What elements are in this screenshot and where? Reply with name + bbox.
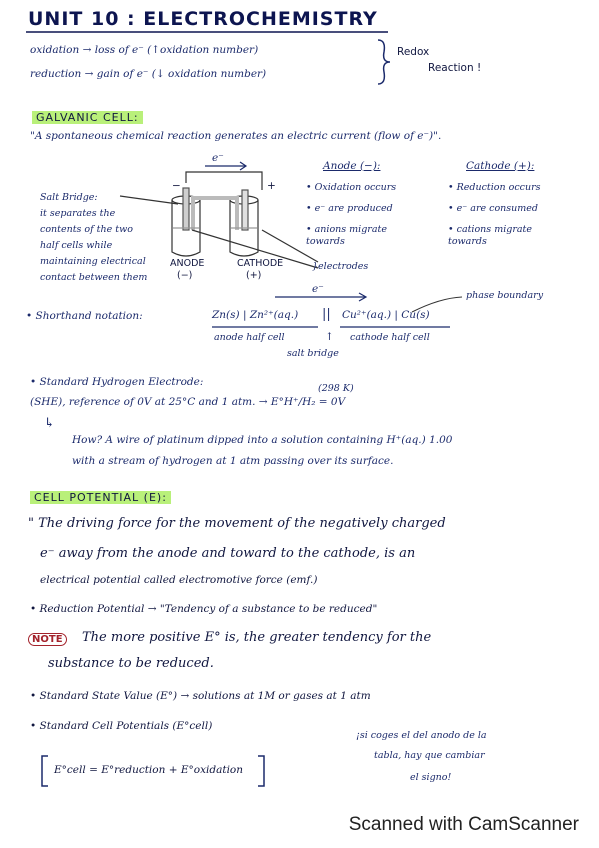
salt-bridge-note-line: contact between them xyxy=(40,272,148,283)
reduction-potential-line: • Reduction Potential → "Tendency of a substance to be reduced" xyxy=(30,603,378,615)
cathode-point: towards xyxy=(448,236,487,247)
spanish-note-line3: el signo! xyxy=(410,772,452,783)
salt-bridge-note-line: maintaining electrical xyxy=(40,256,146,267)
page-title: UNIT 10 : ELECTROCHEMISTRY xyxy=(28,8,378,30)
she-temperature: (298 K) xyxy=(318,383,354,394)
note-tag: NOTE xyxy=(28,631,67,647)
spanish-note-line1: ¡si coges el del anodo de la xyxy=(356,730,487,741)
cathode-diagram-label: CATHODE xyxy=(237,258,284,269)
shorthand-left: Zn(s) | Zn²⁺(aq.) xyxy=(212,309,299,321)
shorthand-label: • Shorthand notation: xyxy=(26,310,143,322)
cathode-half-cell-label: cathode half cell xyxy=(350,332,430,343)
standard-state-line: • Standard State Value (E°) → solutions at 1M or gases at 1 atm xyxy=(30,690,371,702)
anode-diagram-sign: (−) xyxy=(177,270,193,281)
she-how-arrow: ↳ xyxy=(44,416,55,431)
cell-potential-heading: CELL POTENTIAL (E): xyxy=(30,490,171,505)
wire-plus-sign: + xyxy=(267,180,276,192)
electrodes-label: }electrodes xyxy=(312,261,369,272)
redox-label: Redox xyxy=(397,46,430,58)
cathode-point: • Reduction occurs xyxy=(448,182,541,193)
phase-boundary-label: phase boundary xyxy=(466,290,544,301)
anode-half-cell-label: anode half cell xyxy=(214,332,285,343)
anode-point: • anions migrate xyxy=(306,224,387,235)
anode-point: towards xyxy=(306,236,345,247)
cathode-diagram-sign: (+) xyxy=(246,270,262,281)
galvanic-cell-diagram xyxy=(120,162,318,268)
wire-minus-sign: − xyxy=(172,180,181,192)
shorthand-electron-label: e⁻ xyxy=(312,283,324,295)
note-line2: substance to be reduced. xyxy=(48,656,214,671)
wire-electron-label: e⁻ xyxy=(212,152,224,164)
anode-point: • e⁻ are produced xyxy=(306,203,393,214)
anode-point: • Oxidation occurs xyxy=(306,182,397,193)
anode-diagram-label: ANODE xyxy=(170,258,205,269)
salt-bridge-label: salt bridge xyxy=(287,348,339,359)
she-how-line2: with a stream of hydrogen at 1 atm passing over its surface. xyxy=(72,455,394,467)
she-heading: • Standard Hydrogen Electrode: xyxy=(30,376,204,388)
salt-bridge-note-line: Salt Bridge: xyxy=(40,192,98,203)
shorthand-separator: || xyxy=(322,307,331,322)
salt-bridge-note-line: contents of the two xyxy=(40,224,133,235)
anode-heading: Anode (−): xyxy=(323,160,381,172)
redox-brace xyxy=(378,40,390,84)
spanish-note-line2: tabla, hay que cambiar xyxy=(374,750,485,761)
salt-bridge-note-line: half cells while xyxy=(40,240,113,251)
salt-bridge-arrow: ↑ xyxy=(325,331,334,343)
redox-reaction-label: Reaction ! xyxy=(428,62,482,74)
galvanic-definition: "A spontaneous chemical reaction generates an electric current (flow of e⁻)". xyxy=(30,130,442,142)
she-reference: (SHE), reference of 0V at 25°C and 1 atm. → E°H⁺/H₂ = 0V xyxy=(30,396,346,408)
she-how-line1: How? A wire of platinum dipped into a solution containing H⁺(aq.) 1.00 xyxy=(72,434,453,446)
galvanic-heading: GALVANIC CELL: xyxy=(32,110,143,125)
salt-bridge-note-line: it separates the xyxy=(40,208,116,219)
cell-potential-def2: e⁻ away from the anode and toward to the cathode, is an xyxy=(40,546,416,561)
cathode-heading: Cathode (+): xyxy=(466,160,535,172)
reduction-line: reduction → gain of e⁻ (↓ oxidation number) xyxy=(30,68,267,80)
cathode-point: • e⁻ are consumed xyxy=(448,203,538,214)
cell-potential-def3: electrical potential called electromotive force (emf.) xyxy=(40,574,318,586)
note-line1: The more positive E° is, the greater tendency for the xyxy=(82,630,432,645)
oxidation-line: oxidation → loss of e⁻ (↑oxidation number) xyxy=(30,44,259,56)
shorthand-right: Cu²⁺(aq.) | Cu(s) xyxy=(342,309,430,321)
camscanner-footer: Scanned with CamScanner xyxy=(348,814,579,835)
cathode-point: • cations migrate xyxy=(448,224,532,235)
cell-potential-def1: " The driving force for the movement of the negatively charged xyxy=(28,516,446,531)
standard-cell-line: • Standard Cell Potentials (E°cell) xyxy=(30,720,213,732)
cell-potential-formula: E°cell = E°reduction + E°oxidation xyxy=(54,764,244,776)
